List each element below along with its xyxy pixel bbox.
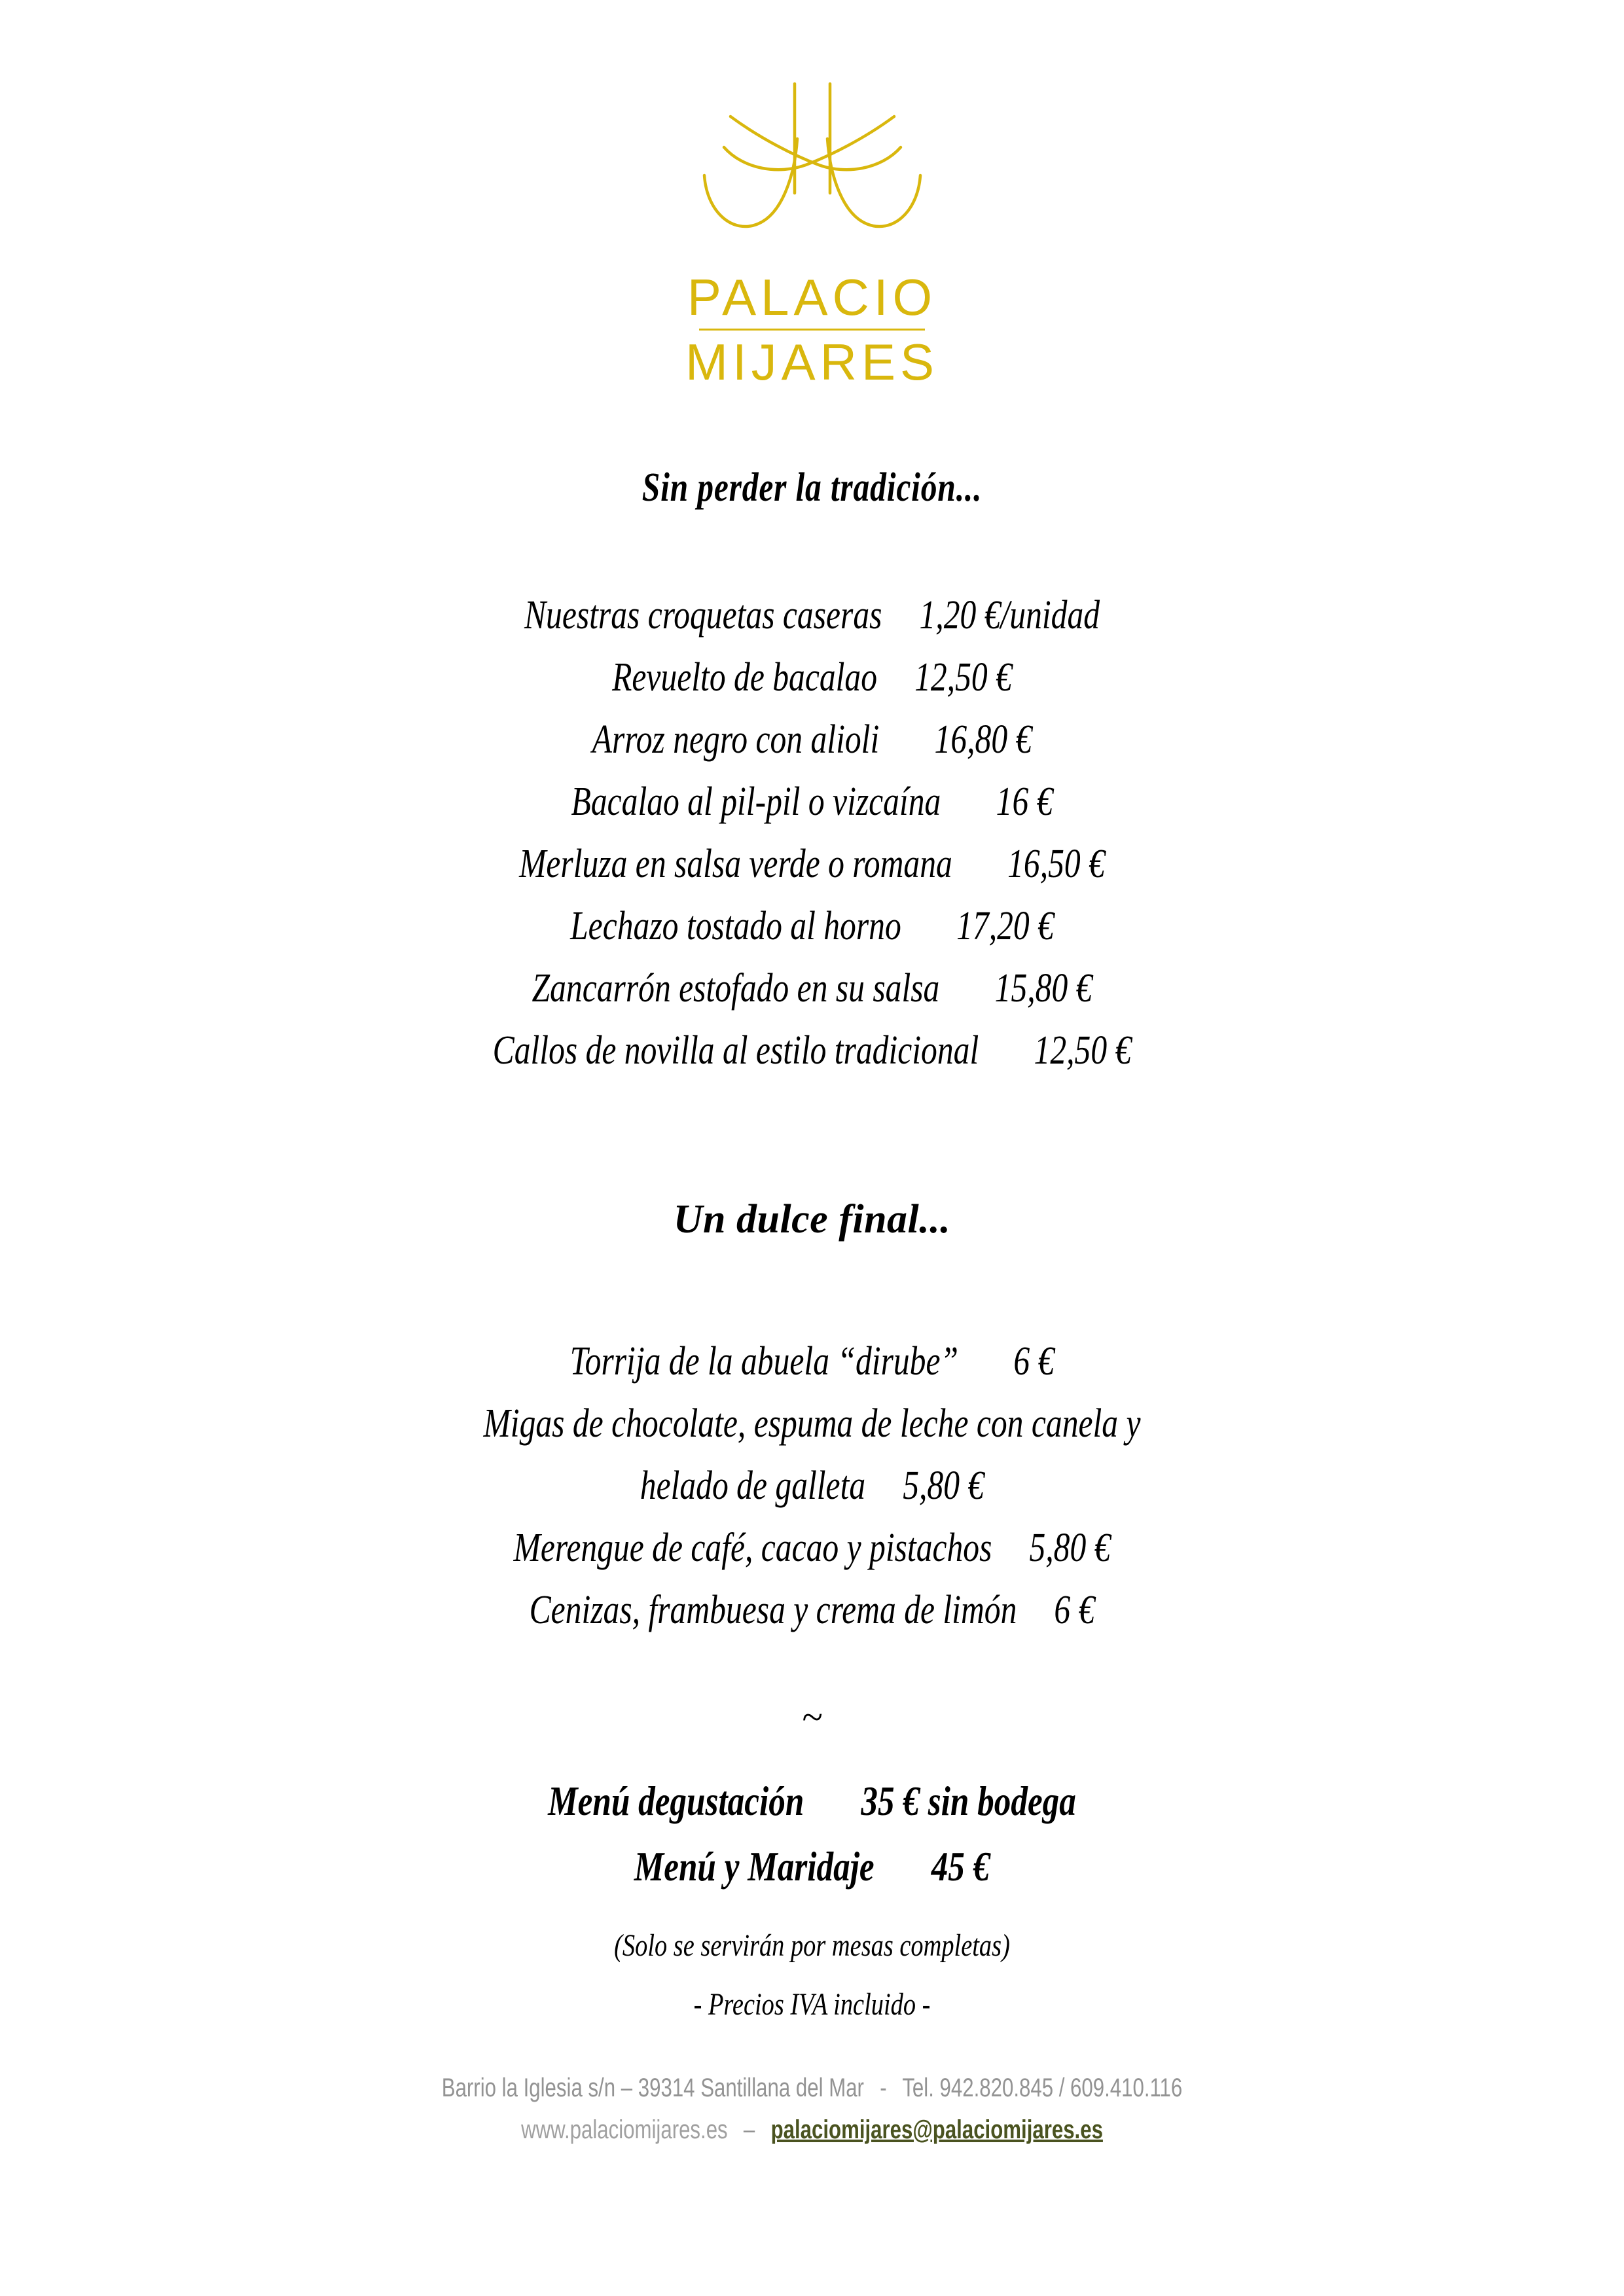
- footer-phone: Tel. 942.820.845 / 609.410.116: [902, 2073, 1183, 2102]
- palacio-mijares-mark-icon: [685, 79, 940, 268]
- footer-separator: –: [743, 2115, 755, 2144]
- note-mesas-completas: (Solo se servirán por mesas completas): [614, 1928, 1010, 1963]
- logo-divider-rule: [699, 329, 925, 331]
- menu-item-merengue-cafe: Merengue de café, cacao y pistachos 5,80 €: [513, 1526, 1111, 1570]
- menu-item-merluza: Merluza en salsa verde o romana 16,50 €: [519, 842, 1105, 886]
- tasting-menu-maridaje: Menú y Maridaje 45 €: [634, 1843, 990, 1890]
- menu-item-arroz-negro: Arroz negro con alioli 16,80 €: [592, 717, 1032, 762]
- menu-item-lechazo: Lechazo tostado al horno 17,20 €: [570, 904, 1054, 948]
- footer-email-link[interactable]: palaciomijares@palaciomijares.es: [770, 2115, 1103, 2144]
- footer-address-phone: [179, 2073, 1445, 2103]
- note-precios-iva: - Precios IVA incluido -: [693, 1987, 931, 2022]
- tasting-menu-degustacion: Menú degustación 35 € sin bodega: [548, 1778, 1076, 1824]
- restaurant-logo: [0, 79, 1624, 389]
- logo-word-palacio: PALACIO: [687, 268, 937, 326]
- menu-item-torrija: Torrija de la abuela “dirube” 6 €: [569, 1339, 1055, 1384]
- menu-item-bacalao-pilpil: Bacalao al pil-pil o vizcaína 16 €: [571, 780, 1053, 824]
- menu-item-croquetas: Nuestras croquetas caseras 1,20 €/unidad: [524, 593, 1100, 637]
- footer-web-email: [179, 2115, 1445, 2145]
- tilde-separator: ~: [801, 1696, 823, 1738]
- menu-item-zancarron: Zancarrón estofado en su salsa 15,80 €: [532, 966, 1092, 1011]
- footer-website[interactable]: www.palaciomijares.es: [521, 2115, 728, 2144]
- footer-dash: -: [880, 2073, 887, 2102]
- section-heading-dulce-final: Un dulce final...: [673, 1197, 951, 1242]
- menu-item-migas-chocolate-line2: helado de galleta 5,80 €: [640, 1463, 984, 1508]
- menu-item-revuelto-bacalao: Revuelto de bacalao 12,50 €: [612, 655, 1012, 700]
- menu-item-callos: Callos de novilla al estilo tradicional 12,50 €: [492, 1028, 1132, 1073]
- menu-item-cenizas-frambuesa: Cenizas, frambuesa y crema de limón 6 €: [529, 1588, 1095, 1632]
- logo-wordmark: [685, 268, 939, 391]
- menu-item-migas-chocolate-line1: Migas de chocolate, espuma de leche con canela y: [483, 1401, 1141, 1446]
- logo-word-mijares: MIJARES: [685, 332, 939, 391]
- section-heading-tradicion: Sin perder la tradición...: [641, 465, 983, 510]
- footer-address: Barrio la Iglesia s/n – 39314 Santillana del Mar: [441, 2073, 864, 2102]
